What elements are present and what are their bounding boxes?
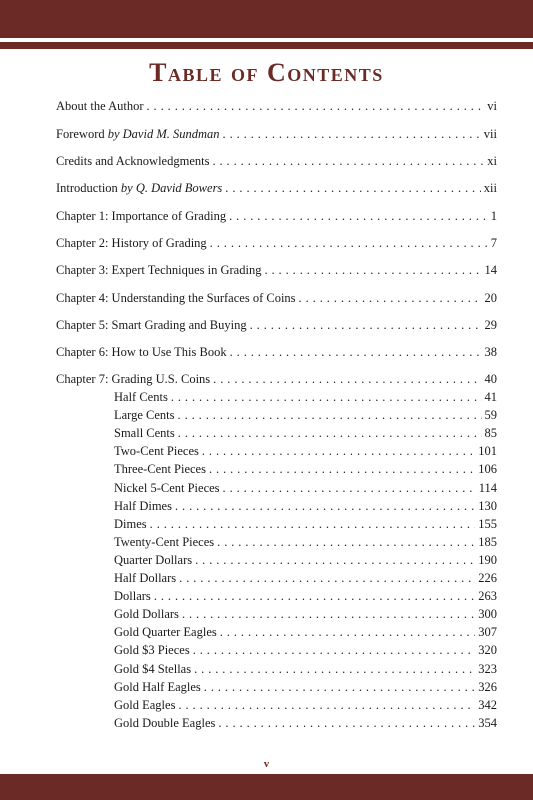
toc-entry-main[interactable] bbox=[56, 235, 497, 252]
toc-entry-author: by Q. David Bowers bbox=[120, 181, 223, 195]
toc-entry-sub[interactable] bbox=[114, 715, 497, 732]
toc-entry-main[interactable] bbox=[56, 344, 497, 361]
toc-entry-label: Gold $4 Stellas bbox=[114, 661, 192, 676]
toc-entry-page: 307 bbox=[478, 625, 497, 640]
toc-entry-sub[interactable] bbox=[114, 661, 497, 678]
toc-entry-sub[interactable] bbox=[114, 516, 497, 533]
dot-leader bbox=[299, 290, 482, 307]
toc-entry-main[interactable] bbox=[56, 153, 497, 170]
toc-entry-page: 38 bbox=[484, 345, 497, 359]
toc-entry-page: 190 bbox=[478, 552, 497, 567]
toc-entry-page: 7 bbox=[490, 236, 497, 250]
toc-entry-sub[interactable] bbox=[114, 389, 497, 406]
toc-entry-main[interactable] bbox=[56, 262, 497, 279]
toc-entry-page: 20 bbox=[484, 291, 497, 305]
dot-leader bbox=[150, 516, 476, 533]
dot-leader bbox=[210, 235, 488, 252]
toc-entry-label: Gold Quarter Eagles bbox=[114, 625, 217, 640]
dot-leader bbox=[250, 317, 482, 334]
dot-leader bbox=[178, 425, 482, 442]
toc-entry-sub[interactable] bbox=[114, 697, 497, 714]
toc-entry-label: Gold Half Eagles bbox=[114, 679, 201, 694]
dot-leader bbox=[179, 570, 475, 587]
dot-leader bbox=[218, 715, 475, 732]
dot-leader bbox=[223, 480, 476, 497]
page-title: Table of Contents bbox=[149, 58, 384, 87]
dot-leader bbox=[202, 443, 475, 460]
toc-entry-page: 40 bbox=[484, 372, 497, 386]
dot-leader bbox=[220, 624, 476, 641]
toc-entry-page: 101 bbox=[478, 444, 497, 459]
toc-entry-label: Chapter 7: Grading U.S. Coins bbox=[56, 372, 211, 386]
toc-entry-label: Three-Cent Pieces bbox=[114, 462, 206, 477]
page-number: v bbox=[263, 758, 270, 770]
toc-entry-page: 41 bbox=[484, 390, 497, 404]
toc-entry-page: xi bbox=[487, 154, 497, 168]
toc-entry-label: Twenty-Cent Pieces bbox=[114, 534, 215, 549]
toc-entry-page: 29 bbox=[484, 318, 497, 332]
dot-leader bbox=[264, 262, 481, 279]
dot-leader bbox=[204, 679, 475, 696]
toc-entry-label: Gold Double Eagles bbox=[114, 715, 216, 730]
toc-entry-main[interactable] bbox=[56, 126, 497, 143]
toc-entry-page: 342 bbox=[478, 697, 497, 712]
toc-entry-label: Foreword by David M. Sundman bbox=[56, 127, 220, 141]
toc-entry-sub[interactable] bbox=[114, 570, 497, 587]
toc-entry-page: 326 bbox=[478, 679, 497, 694]
dot-leader bbox=[213, 371, 481, 388]
toc-entry-label: Chapter 4: Understanding the Surfaces of Coins bbox=[56, 291, 296, 305]
toc-entry-label: Half Dollars bbox=[114, 571, 177, 585]
toc-entry-label: Gold $3 Pieces bbox=[114, 643, 190, 658]
toc-entry-label: Quarter Dollars bbox=[114, 552, 193, 567]
dot-leader bbox=[209, 461, 475, 478]
bottom-band bbox=[0, 774, 533, 800]
toc-entry-sub[interactable] bbox=[114, 480, 497, 497]
toc-entry-sub[interactable] bbox=[114, 443, 497, 460]
toc-entry-page: 14 bbox=[484, 263, 497, 277]
toc-entry-author: by David M. Sundman bbox=[107, 127, 220, 141]
toc-entry-page: 1 bbox=[490, 209, 497, 223]
toc-entry-sub[interactable] bbox=[114, 588, 497, 605]
toc-entry-sub[interactable] bbox=[114, 679, 497, 696]
toc-entry-sub[interactable] bbox=[114, 534, 497, 551]
toc-entry-label: Two-Cent Pieces bbox=[114, 444, 199, 459]
toc-entry-label: Dollars bbox=[114, 589, 151, 604]
dot-leader bbox=[178, 407, 482, 424]
toc-entry-label: Half Cents bbox=[114, 390, 168, 404]
toc-entry-label: Chapter 2: History of Grading bbox=[56, 236, 207, 250]
toc-entry-label: Introduction by Q. David Bowers bbox=[56, 181, 223, 195]
dot-leader bbox=[193, 642, 476, 659]
toc-entry-label: Half Dimes bbox=[114, 498, 172, 513]
toc-entry-page: 354 bbox=[478, 715, 497, 730]
toc-entry-sub[interactable] bbox=[114, 624, 497, 641]
toc-entry-main[interactable] bbox=[56, 180, 497, 197]
toc-entry-label: Chapter 3: Expert Techniques in Grading bbox=[56, 263, 262, 277]
dot-leader bbox=[171, 389, 482, 406]
toc-entry-page: vi bbox=[487, 99, 497, 113]
toc-entry-main[interactable] bbox=[56, 290, 497, 307]
toc-entry-main[interactable] bbox=[56, 208, 497, 225]
toc-entry-label: Chapter 6: How to Use This Book bbox=[56, 345, 227, 359]
toc-entry-sub[interactable] bbox=[114, 606, 497, 623]
toc-entry-page: 226 bbox=[478, 571, 497, 585]
dot-leader bbox=[178, 697, 475, 714]
dot-leader bbox=[147, 98, 485, 115]
dot-leader bbox=[195, 552, 475, 569]
toc-entry-page: 106 bbox=[478, 462, 497, 477]
toc-entry-label: Credits and Acknowledgments bbox=[56, 154, 210, 168]
toc-entry-page: 59 bbox=[484, 408, 497, 423]
toc-entry-label: Dimes bbox=[114, 516, 147, 531]
toc-entry-main[interactable] bbox=[56, 371, 497, 388]
toc-entry-label: Large Cents bbox=[114, 408, 175, 423]
toc-entry-page: 300 bbox=[478, 607, 497, 622]
dot-leader bbox=[182, 606, 475, 623]
dot-leader bbox=[230, 344, 482, 361]
dot-leader bbox=[229, 208, 488, 225]
toc-entry-main[interactable] bbox=[56, 98, 497, 115]
toc-entry-page: 155 bbox=[478, 516, 497, 531]
toc-entry-page: 185 bbox=[478, 534, 497, 549]
toc-entry-label: Chapter 5: Smart Grading and Buying bbox=[56, 318, 247, 332]
dot-leader bbox=[154, 588, 475, 605]
toc-entry-label: Gold Dollars bbox=[114, 607, 179, 622]
toc-entry-page: xii bbox=[483, 181, 497, 195]
toc-entry-page: vii bbox=[483, 127, 497, 141]
toc-entry-page: 130 bbox=[478, 498, 497, 513]
dot-leader bbox=[225, 180, 481, 197]
toc-entry-label: Small Cents bbox=[114, 426, 175, 441]
toc-entry-label: About the Author bbox=[56, 99, 144, 113]
toc-entry-main[interactable] bbox=[56, 317, 497, 334]
dot-leader bbox=[194, 661, 475, 678]
toc-entry-sub[interactable] bbox=[114, 461, 497, 478]
toc-entry-page: 263 bbox=[478, 589, 497, 604]
dot-leader bbox=[223, 126, 481, 143]
toc-entry-sub[interactable] bbox=[114, 498, 497, 515]
toc-entry-page: 85 bbox=[484, 426, 497, 441]
toc-entry-sub[interactable] bbox=[114, 407, 497, 424]
toc-entry-sub[interactable] bbox=[114, 552, 497, 569]
dot-leader bbox=[212, 153, 484, 170]
toc-entry-page: 323 bbox=[478, 661, 497, 676]
toc-entry-sub[interactable] bbox=[114, 642, 497, 659]
toc-entry-page: 114 bbox=[478, 480, 497, 495]
toc-entry-label: Gold Eagles bbox=[114, 697, 176, 712]
dot-leader bbox=[175, 498, 475, 515]
toc-entry-label: Chapter 1: Importance of Grading bbox=[56, 209, 227, 223]
dot-leader bbox=[217, 534, 475, 551]
toc-entry-label: Nickel 5-Cent Pieces bbox=[114, 480, 220, 495]
toc-entry-page: 320 bbox=[478, 643, 497, 658]
toc-entry-sub[interactable] bbox=[114, 425, 497, 442]
